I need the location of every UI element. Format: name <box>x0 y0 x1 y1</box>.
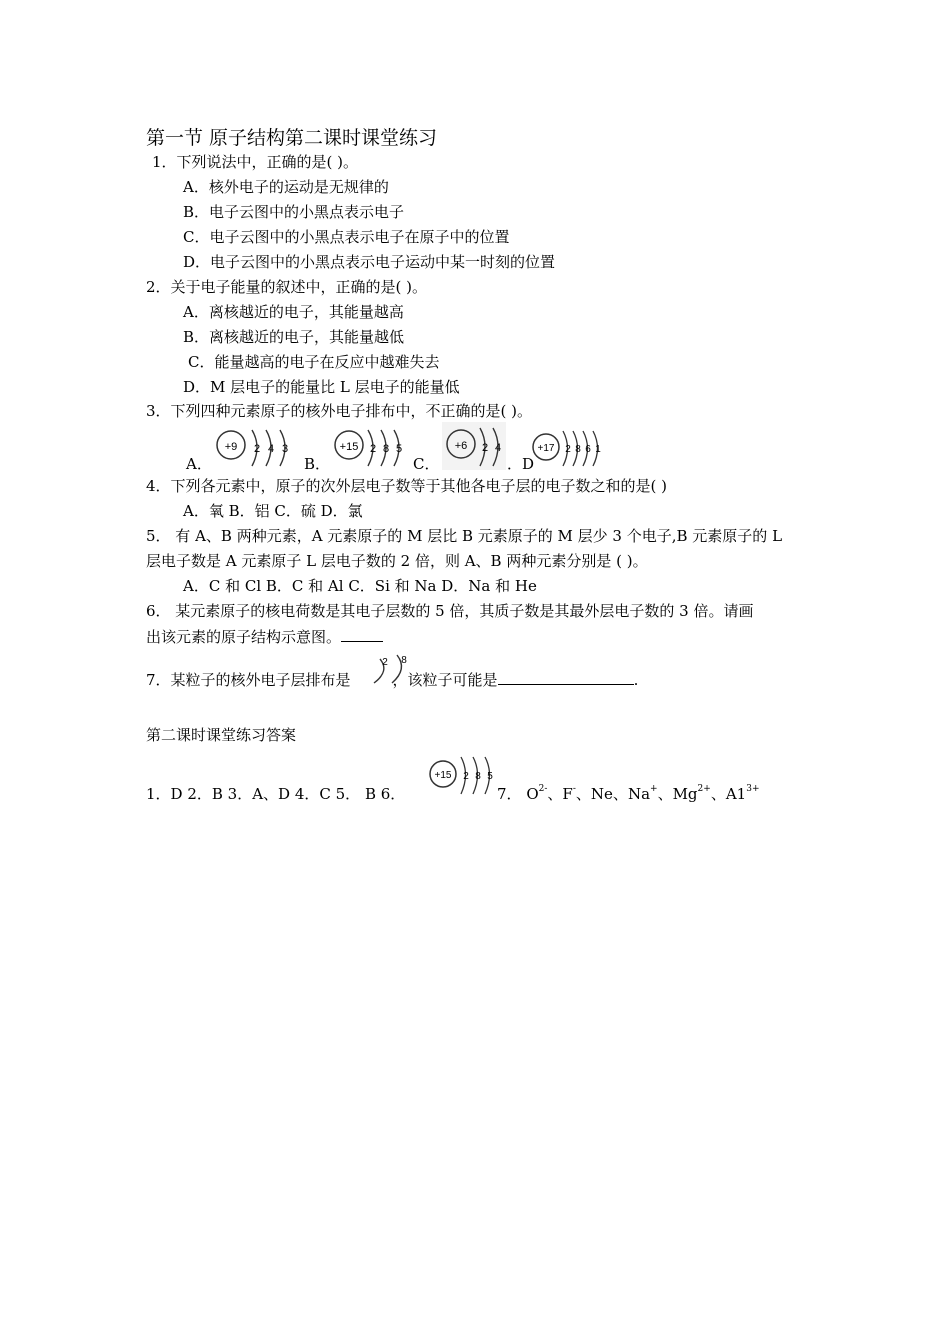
q1-option-d: D．电子云图中的小黑点表示电子运动中某一时刻的位置 <box>183 253 556 271</box>
answer-atom-diagram <box>428 752 496 798</box>
electron-count: 2 <box>565 444 571 455</box>
ion-O: $O^{2-}$ <box>526 784 548 803</box>
atom-diagram-d <box>530 426 606 470</box>
answer-7-prefix: 7． <box>497 785 527 803</box>
q2-option-c: C．能量越高的电子在反应中越难失去 <box>188 353 440 371</box>
q6-answer-blank[interactable] <box>341 627 383 642</box>
shell-arc <box>392 655 401 683</box>
q7-after: ，该粒子可能是 <box>392 671 498 689</box>
electron-count: 8 <box>382 443 390 455</box>
atom-a-svg <box>214 424 294 470</box>
ion-Ne: Ne <box>590 785 613 803</box>
answer-7 <box>497 785 760 803</box>
ion-Mg: $Mg^{2+}$ <box>672 784 711 803</box>
q2-stem: 2．关于电子能量的叙述中，正确的是( )。 <box>146 278 428 296</box>
q1-option-a: A．核外电子的运动是无规律的 <box>183 178 389 196</box>
q3-option-b-label: B． <box>304 455 331 473</box>
q3-option-c-label: C． <box>413 455 440 473</box>
electron-count: 2 <box>481 442 489 454</box>
electron-count: 3 <box>281 443 289 455</box>
electron-count: 8 <box>401 655 407 666</box>
electron-count: 2 <box>382 657 388 668</box>
q3-option-d-label: ．D <box>507 455 535 473</box>
q2-option-d: D．M 层电子的能量比 L 层电子的能量低 <box>183 378 460 396</box>
q7-shell-diagram <box>370 649 414 687</box>
nucleus-label: +15 <box>339 441 359 453</box>
separator: 、 <box>547 785 563 803</box>
q5-line2: 层电子数是 A 元素原子 L 层电子数的 2 倍，则 A、B 两种元素分别是 ( )。 <box>146 552 648 570</box>
electron-count: 2 <box>253 443 261 455</box>
answers-line: 1．D 2．B 3．A、D 4．C 5． B 6． <box>146 785 406 803</box>
ion-F: F- <box>562 784 576 803</box>
electron-count: 5 <box>487 771 493 782</box>
atom-diagram-a <box>214 424 294 470</box>
atom-b-svg <box>332 424 408 470</box>
page-title: 第一节 原子结构第二课时课堂练习 <box>146 127 438 149</box>
electron-count: 2 <box>369 443 377 455</box>
atom-diagram-c <box>442 422 506 470</box>
electron-count: 8 <box>475 771 481 782</box>
electron-count: 8 <box>575 444 581 455</box>
q4-options: A．氧 B．铝 C．硫 D．氯 <box>183 502 363 520</box>
electron-count: 2 <box>463 771 469 782</box>
answers-heading: 第二课时课堂练习答案 <box>146 726 297 744</box>
separator: 、 <box>612 785 628 803</box>
answer-atom-svg <box>428 752 496 798</box>
separator: 、 <box>710 785 726 803</box>
q2-option-b: B．离核越近的电子，其能量越低 <box>183 328 405 346</box>
q3-option-a-label: A． <box>186 455 212 473</box>
q1-option-b: B．电子云图中的小黑点表示电子 <box>183 203 405 221</box>
q5-line1: 5． 有 A、B 两种元素，A 元素原子的 M 层比 B 元素原子的 M 层少 3 个电子,B 元素原子的 L <box>146 527 783 545</box>
q7-diagram-svg <box>370 649 414 687</box>
nucleus-label: +6 <box>454 440 468 452</box>
separator: 、 <box>575 785 591 803</box>
ion-Al: $A1^{3+}$ <box>725 784 760 803</box>
q3-stem: 3．下列四种元素原子的核外电子排布中，不正确的是( )。 <box>146 402 533 420</box>
q7-end: . <box>633 671 639 689</box>
atom-d-svg <box>530 426 606 470</box>
electron-count: 6 <box>585 444 591 455</box>
q7-answer-blank[interactable] <box>498 670 634 685</box>
electron-count: 5 <box>395 443 403 455</box>
q2-option-a: A．离核越近的电子，其能量越高 <box>183 303 404 321</box>
ion-Na: Na+ <box>627 784 658 803</box>
nucleus-label: +15 <box>434 770 452 781</box>
nucleus-label: +17 <box>537 443 555 454</box>
electron-count: 4 <box>267 443 275 455</box>
q1-stem: 1．下列说法中，正确的是( )。 <box>152 153 359 171</box>
q6-line2: 出该元素的原子结构示意图。 <box>146 628 342 646</box>
q1-option-c: C．电子云图中的小黑点表示电子在原子中的位置 <box>183 228 510 246</box>
electron-count: 4 <box>494 442 502 454</box>
atom-c-svg <box>442 422 506 470</box>
q4-stem: 4．下列各元素中，原子的次外层电子数等于其他各电子层的电子数之和的是( ) <box>146 477 668 495</box>
q7-before: 7．某粒子的核外电子层排布是 <box>146 671 351 689</box>
separator: 、 <box>657 785 673 803</box>
q6-line1: 6． 某元素原子的核电荷数是其电子层数的 5 倍，其质子数是其最外层电子数的 3 倍。请画 <box>146 602 754 620</box>
atom-diagram-b <box>332 424 408 470</box>
q5-options: A．C 和 Cl B．C 和 Al C．Si 和 Na D．Na 和 He <box>183 577 537 595</box>
electron-count: 1 <box>595 444 601 455</box>
nucleus-label: +9 <box>224 441 238 453</box>
q6-line2-wrap <box>146 627 383 646</box>
